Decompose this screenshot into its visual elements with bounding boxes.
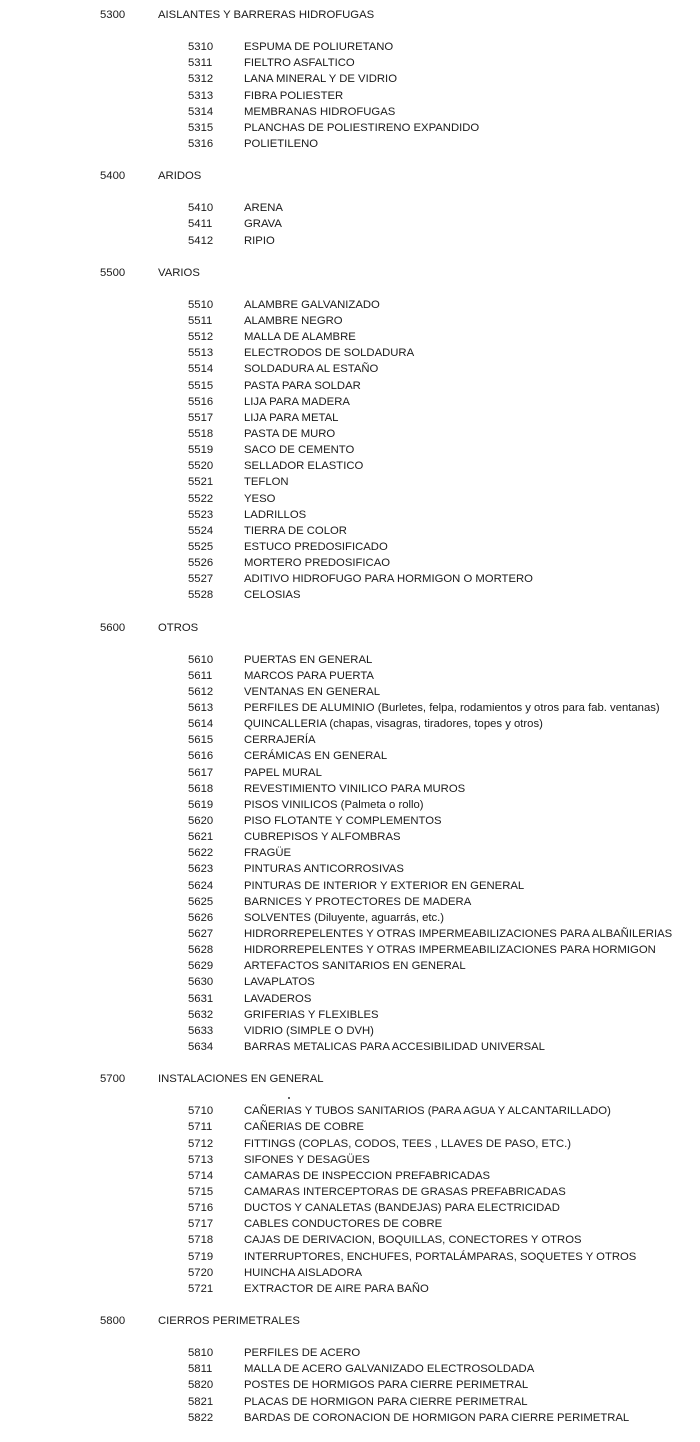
item-code: 5622 — [188, 847, 214, 860]
item-code: 5633 — [188, 1024, 214, 1037]
item-code: 5516 — [188, 395, 214, 408]
item-code: 5634 — [188, 1041, 214, 1054]
item-label: BARDAS DE CORONACION DE HORMIGON PARA CIERRE PERIMETRAL — [244, 1411, 630, 1424]
item-code: 5820 — [188, 1379, 214, 1392]
item-label: MALLA DE ACERO GALVANIZADO ELECTROSOLDADA — [244, 1363, 535, 1376]
item-code: 5822 — [188, 1411, 214, 1424]
section-spacer — [0, 1297, 700, 1313]
list-item — [0, 652, 700, 668]
item-label: GRAVA — [244, 218, 282, 231]
item-code: 5411 — [188, 218, 213, 231]
item-code: 5315 — [188, 121, 214, 134]
list-item — [0, 458, 700, 474]
list-item — [0, 1265, 700, 1281]
section-spacer — [0, 604, 700, 620]
item-label: CAMARAS INTERCEPTORAS DE GRASAS PREFABRICADAS — [244, 1186, 566, 1198]
list-item — [0, 523, 700, 539]
item-code: 5511 — [188, 314, 213, 327]
item-label: LIJA PARA METAL — [244, 411, 339, 424]
item-label: HUINCHA AISLADORA — [244, 1266, 363, 1279]
item-code: 5527 — [188, 573, 214, 586]
section-spacer — [0, 249, 700, 265]
item-label: CELOSIAS — [244, 589, 301, 602]
item-label: SELLADOR ELASTICO — [244, 460, 364, 473]
item-code: 5720 — [188, 1266, 214, 1279]
item-code: 5620 — [188, 815, 214, 828]
item-label: SOLVENTES (Diluyente, aguarrás, etc.) — [244, 911, 445, 924]
list-item — [0, 1394, 700, 1410]
item-code: 5625 — [188, 895, 214, 908]
item-code: 5628 — [188, 944, 214, 957]
item-code: 5719 — [188, 1250, 214, 1263]
list-item — [0, 378, 700, 394]
item-code: 5517 — [188, 411, 214, 424]
section-title: OTROS — [158, 621, 199, 634]
list-item — [0, 329, 700, 345]
item-code: 5715 — [188, 1186, 214, 1198]
item-label: ARTEFACTOS SANITARIOS EN GENERAL — [244, 960, 466, 973]
section-code: 5300 — [100, 9, 126, 21]
item-label: FRAGÜE — [244, 847, 292, 860]
item-label: ESTUCO PREDOSIFICADO — [244, 540, 388, 553]
item-code: 5811 — [188, 1363, 213, 1376]
list-item — [0, 845, 700, 861]
list-item — [0, 474, 700, 490]
item-code: 5716 — [188, 1202, 214, 1215]
item-code: 5713 — [188, 1153, 214, 1166]
item-code: 5311 — [188, 57, 213, 70]
item-code: 5523 — [188, 508, 214, 521]
list-item — [0, 571, 700, 587]
list-item — [0, 765, 700, 781]
section-spacer — [0, 1426, 700, 1442]
item-label: PAPEL MURAL — [244, 766, 322, 779]
list-item — [0, 442, 700, 458]
list-item — [0, 1232, 700, 1248]
section-heading — [0, 168, 700, 184]
item-label: ALAMBRE GALVANIZADO — [244, 298, 380, 311]
item-label: LANA MINERAL Y DE VIDRIO — [244, 73, 397, 86]
list-item — [0, 1119, 700, 1135]
item-label: MARCOS PARA PUERTA — [244, 669, 374, 682]
item-code: 5710 — [188, 1105, 214, 1118]
item-code: 5522 — [188, 492, 214, 505]
item-code: 5714 — [188, 1169, 214, 1182]
item-list — [0, 200, 700, 248]
section-heading — [0, 1071, 700, 1087]
item-code: 5623 — [188, 863, 214, 876]
list-item — [0, 861, 700, 877]
item-code: 5310 — [188, 41, 214, 54]
list-item — [0, 491, 700, 507]
item-code: 5612 — [188, 685, 214, 698]
item-label: FITTINGS (COPLAS, CODOS, TEES , LLAVES DE PASO, ETC.) — [244, 1137, 572, 1150]
list-item — [0, 974, 700, 990]
item-code: 5721 — [188, 1282, 214, 1295]
list-item — [0, 297, 700, 313]
section-spacer — [0, 1055, 700, 1071]
item-label: INTERRUPTORES, ENCHUFES, PORTALÁMPARAS, SOQUETES Y OTROS — [244, 1250, 637, 1263]
item-label: HIDRORREPELENTES Y OTRAS IMPERMEABILIZACIONES PARA HORMIGON — [244, 944, 656, 957]
list-item — [0, 507, 700, 523]
list-item — [0, 1168, 700, 1184]
list-item — [0, 426, 700, 442]
list-item — [0, 1039, 700, 1055]
list-item — [0, 555, 700, 571]
item-code: 5618 — [188, 782, 214, 795]
item-label: MEMBRANAS HIDROFUGAS — [244, 105, 396, 118]
item-label: SOLDADURA AL ESTAÑO — [244, 363, 379, 376]
item-label: PINTURAS DE INTERIOR Y EXTERIOR EN GENERAL — [244, 879, 525, 892]
item-code: 5525 — [188, 540, 214, 553]
list-item — [0, 216, 700, 232]
item-code: 5619 — [188, 798, 214, 811]
item-label: PASTA PARA SOLDAR — [244, 379, 361, 392]
item-code: 5514 — [188, 363, 214, 376]
list-item — [0, 1249, 700, 1265]
section-5600 — [0, 620, 700, 1072]
item-code: 5624 — [188, 879, 214, 892]
list-item — [0, 1345, 700, 1361]
item-label: LIJA PARA MADERA — [244, 395, 350, 408]
list-item — [0, 136, 700, 152]
list-item — [0, 732, 700, 748]
list-item — [0, 587, 700, 603]
item-label: ARENA — [244, 202, 283, 215]
item-label: PLACAS DE HORMIGON PARA CIERRE PERIMETRAL — [244, 1395, 528, 1408]
list-item — [0, 1136, 700, 1152]
item-label: PLANCHAS DE POLIESTIRENO EXPANDIDO — [244, 121, 480, 134]
item-list — [0, 39, 700, 152]
item-label: CAMARAS DE INSPECCION PREFABRICADAS — [244, 1169, 491, 1182]
stray-dot-mark — [288, 1097, 290, 1099]
list-item — [0, 1281, 700, 1297]
item-code: 5629 — [188, 960, 214, 973]
list-item — [0, 200, 700, 216]
item-label: PASTA DE MURO — [244, 427, 336, 440]
list-item — [0, 894, 700, 910]
section-heading — [0, 7, 700, 23]
list-item — [0, 781, 700, 797]
list-item — [0, 700, 700, 716]
item-label: MALLA DE ALAMBRE — [244, 331, 356, 344]
list-item — [0, 991, 700, 1007]
item-label: TIERRA DE COLOR — [244, 524, 347, 537]
item-label: REVESTIMIENTO VINILICO PARA MUROS — [244, 782, 466, 795]
list-item — [0, 684, 700, 700]
item-label: PUERTAS EN GENERAL — [244, 653, 373, 666]
list-item — [0, 1007, 700, 1023]
item-label: ALAMBRE NEGRO — [244, 314, 343, 327]
list-item — [0, 878, 700, 894]
item-code: 5410 — [188, 202, 214, 215]
list-item — [0, 345, 700, 361]
item-label: PERFILES DE ALUMINIO (Burletes, felpa, rodamientos y otros para fab. ventanas) — [244, 702, 660, 715]
item-label: POSTES DE HORMIGOS PARA CIERRE PERIMETRAL — [244, 1379, 529, 1392]
item-label: FIELTRO ASFALTICO — [244, 57, 355, 70]
item-code: 5613 — [188, 702, 214, 715]
section-heading — [0, 265, 700, 281]
item-code: 5621 — [188, 831, 214, 844]
section-code: 5500 — [100, 266, 126, 279]
item-label: CERÁMICAS EN GENERAL — [244, 750, 388, 763]
list-item — [0, 829, 700, 845]
item-code: 5512 — [188, 331, 214, 344]
item-code: 5821 — [188, 1395, 214, 1408]
item-code: 5614 — [188, 718, 214, 731]
item-label: POLIETILENO — [244, 137, 319, 150]
section-5400 — [0, 168, 700, 265]
item-code: 5711 — [188, 1121, 213, 1134]
section-code: 5400 — [100, 170, 126, 183]
section-code: 5800 — [100, 1314, 126, 1327]
item-list — [0, 297, 700, 604]
section-title: AISLANTES Y BARRERAS HIDROFUGAS — [158, 9, 375, 21]
item-label: DUCTOS Y CANALETAS (BANDEJAS) PARA ELECTRICIDAD — [244, 1202, 560, 1215]
list-item — [0, 55, 700, 71]
item-label: EXTRACTOR DE AIRE PARA BAÑO — [244, 1282, 429, 1295]
list-item — [0, 748, 700, 764]
list-item — [0, 668, 700, 684]
item-code: 5519 — [188, 444, 214, 457]
item-code: 5528 — [188, 589, 214, 602]
item-label: ELECTRODOS DE SOLDADURA — [244, 347, 415, 360]
item-list — [0, 1345, 700, 1426]
item-label: CAJAS DE DERIVACION, BOQUILLAS, CONECTORES Y OTROS — [244, 1234, 582, 1247]
list-item — [0, 1410, 700, 1426]
section-5300 — [0, 7, 700, 168]
item-code: 5510 — [188, 298, 214, 311]
item-label: PISOS VINILICOS (Palmeta o rollo) — [244, 798, 424, 811]
item-label: LAVADEROS — [244, 992, 312, 1005]
list-item — [0, 813, 700, 829]
item-label: TEFLON — [244, 476, 289, 489]
item-label: GRIFERIAS Y FLEXIBLES — [244, 1008, 379, 1021]
item-label: MORTERO PREDOSIFICAO — [244, 557, 391, 570]
item-label: PISO FLOTANTE Y COMPLEMENTOS — [244, 815, 442, 828]
section-title: CIERROS PERIMETRALES — [158, 1314, 300, 1327]
list-item — [0, 233, 700, 249]
item-label: HIDRORREPELENTES Y OTRAS IMPERMEABILIZACIONES PARA ALBAÑILERIAS — [244, 928, 673, 941]
list-item — [0, 1216, 700, 1232]
list-item — [0, 1200, 700, 1216]
item-label: BARRAS METALICAS PARA ACCESIBILIDAD UNIVERSAL — [244, 1041, 545, 1054]
list-item — [0, 120, 700, 136]
item-code: 5524 — [188, 524, 214, 537]
item-code: 5521 — [188, 476, 214, 489]
section-code: 5700 — [100, 1073, 126, 1086]
item-code: 5626 — [188, 911, 214, 924]
item-code: 5616 — [188, 750, 214, 763]
item-code: 5610 — [188, 653, 214, 666]
section-title: VARIOS — [158, 266, 200, 279]
item-code: 5316 — [188, 137, 214, 150]
item-label: VENTANAS EN GENERAL — [244, 685, 381, 698]
list-item — [0, 39, 700, 55]
section-5500 — [0, 265, 700, 620]
item-code: 5631 — [188, 992, 214, 1005]
section-spacer — [0, 152, 700, 168]
item-code: 5617 — [188, 766, 214, 779]
item-code: 5611 — [188, 669, 213, 682]
list-item — [0, 1361, 700, 1377]
item-label: PINTURAS ANTICORROSIVAS — [244, 863, 404, 876]
item-code: 5314 — [188, 105, 214, 118]
list-item — [0, 104, 700, 120]
item-code: 5518 — [188, 427, 214, 440]
section-title: INSTALACIONES EN GENERAL — [158, 1073, 324, 1086]
item-code: 5312 — [188, 73, 214, 86]
item-label: FIBRA POLIESTER — [244, 89, 344, 102]
item-label: BARNICES Y PROTECTORES DE MADERA — [244, 895, 472, 908]
item-code: 5513 — [188, 347, 214, 360]
item-code: 5615 — [188, 734, 214, 747]
list-item — [0, 1103, 700, 1119]
section-heading — [0, 1313, 700, 1329]
item-code: 5515 — [188, 379, 214, 392]
item-label: ADITIVO HIDROFUGO PARA HORMIGON O MORTERO — [244, 573, 533, 586]
item-label: CERRAJERÍA — [244, 734, 316, 747]
list-item — [0, 361, 700, 377]
section-5700 — [0, 1071, 700, 1313]
item-code: 5412 — [188, 234, 214, 247]
item-label: PERFILES DE ACERO — [244, 1347, 361, 1360]
item-code: 5632 — [188, 1008, 214, 1021]
list-item — [0, 1023, 700, 1039]
item-label: RIPIO — [244, 234, 275, 247]
list-item — [0, 410, 700, 426]
item-label: YESO — [244, 492, 276, 505]
item-label: LADRILLOS — [244, 508, 307, 521]
item-code: 5712 — [188, 1137, 214, 1150]
item-list — [0, 1103, 700, 1297]
list-item — [0, 394, 700, 410]
list-item — [0, 1152, 700, 1168]
item-code: 5520 — [188, 460, 214, 473]
item-code: 5810 — [188, 1347, 214, 1360]
item-code: 5313 — [188, 89, 214, 102]
item-list — [0, 652, 700, 1056]
list-item — [0, 797, 700, 813]
item-label: LAVAPLATOS — [244, 976, 315, 989]
list-item — [0, 1184, 700, 1200]
list-item — [0, 958, 700, 974]
section-heading — [0, 620, 700, 636]
item-label: VIDRIO (SIMPLE O DVH) — [244, 1024, 374, 1037]
list-item — [0, 910, 700, 926]
item-label: CAÑERIAS DE COBRE — [244, 1121, 364, 1134]
list-item — [0, 71, 700, 87]
item-label: CABLES CONDUCTORES DE COBRE — [244, 1218, 443, 1231]
list-item — [0, 1377, 700, 1393]
item-code: 5627 — [188, 928, 214, 941]
list-item — [0, 942, 700, 958]
section-code: 5600 — [100, 621, 126, 634]
item-label: CAÑERIAS Y TUBOS SANITARIOS (PARA AGUA Y ALCANTARILLADO) — [244, 1105, 611, 1118]
list-item — [0, 716, 700, 732]
list-item — [0, 313, 700, 329]
item-code: 5526 — [188, 557, 214, 570]
section-title: ARIDOS — [158, 170, 202, 183]
item-code: 5717 — [188, 1218, 214, 1231]
item-label: ESPUMA DE POLIURETANO — [244, 41, 394, 54]
list-item — [0, 539, 700, 555]
item-label: SIFONES Y DESAGÜES — [244, 1153, 370, 1166]
item-label: SACO DE CEMENTO — [244, 444, 355, 457]
list-item — [0, 88, 700, 104]
section-5800 — [0, 1313, 700, 1442]
item-code: 5718 — [188, 1234, 214, 1247]
list-item — [0, 926, 700, 942]
item-label: QUINCALLERIA (chapas, visagras, tiradores, topes y otros) — [244, 718, 543, 731]
item-code: 5630 — [188, 976, 214, 989]
item-label: CUBREPISOS Y ALFOMBRAS — [244, 831, 401, 844]
document-page — [0, 7, 700, 1442]
